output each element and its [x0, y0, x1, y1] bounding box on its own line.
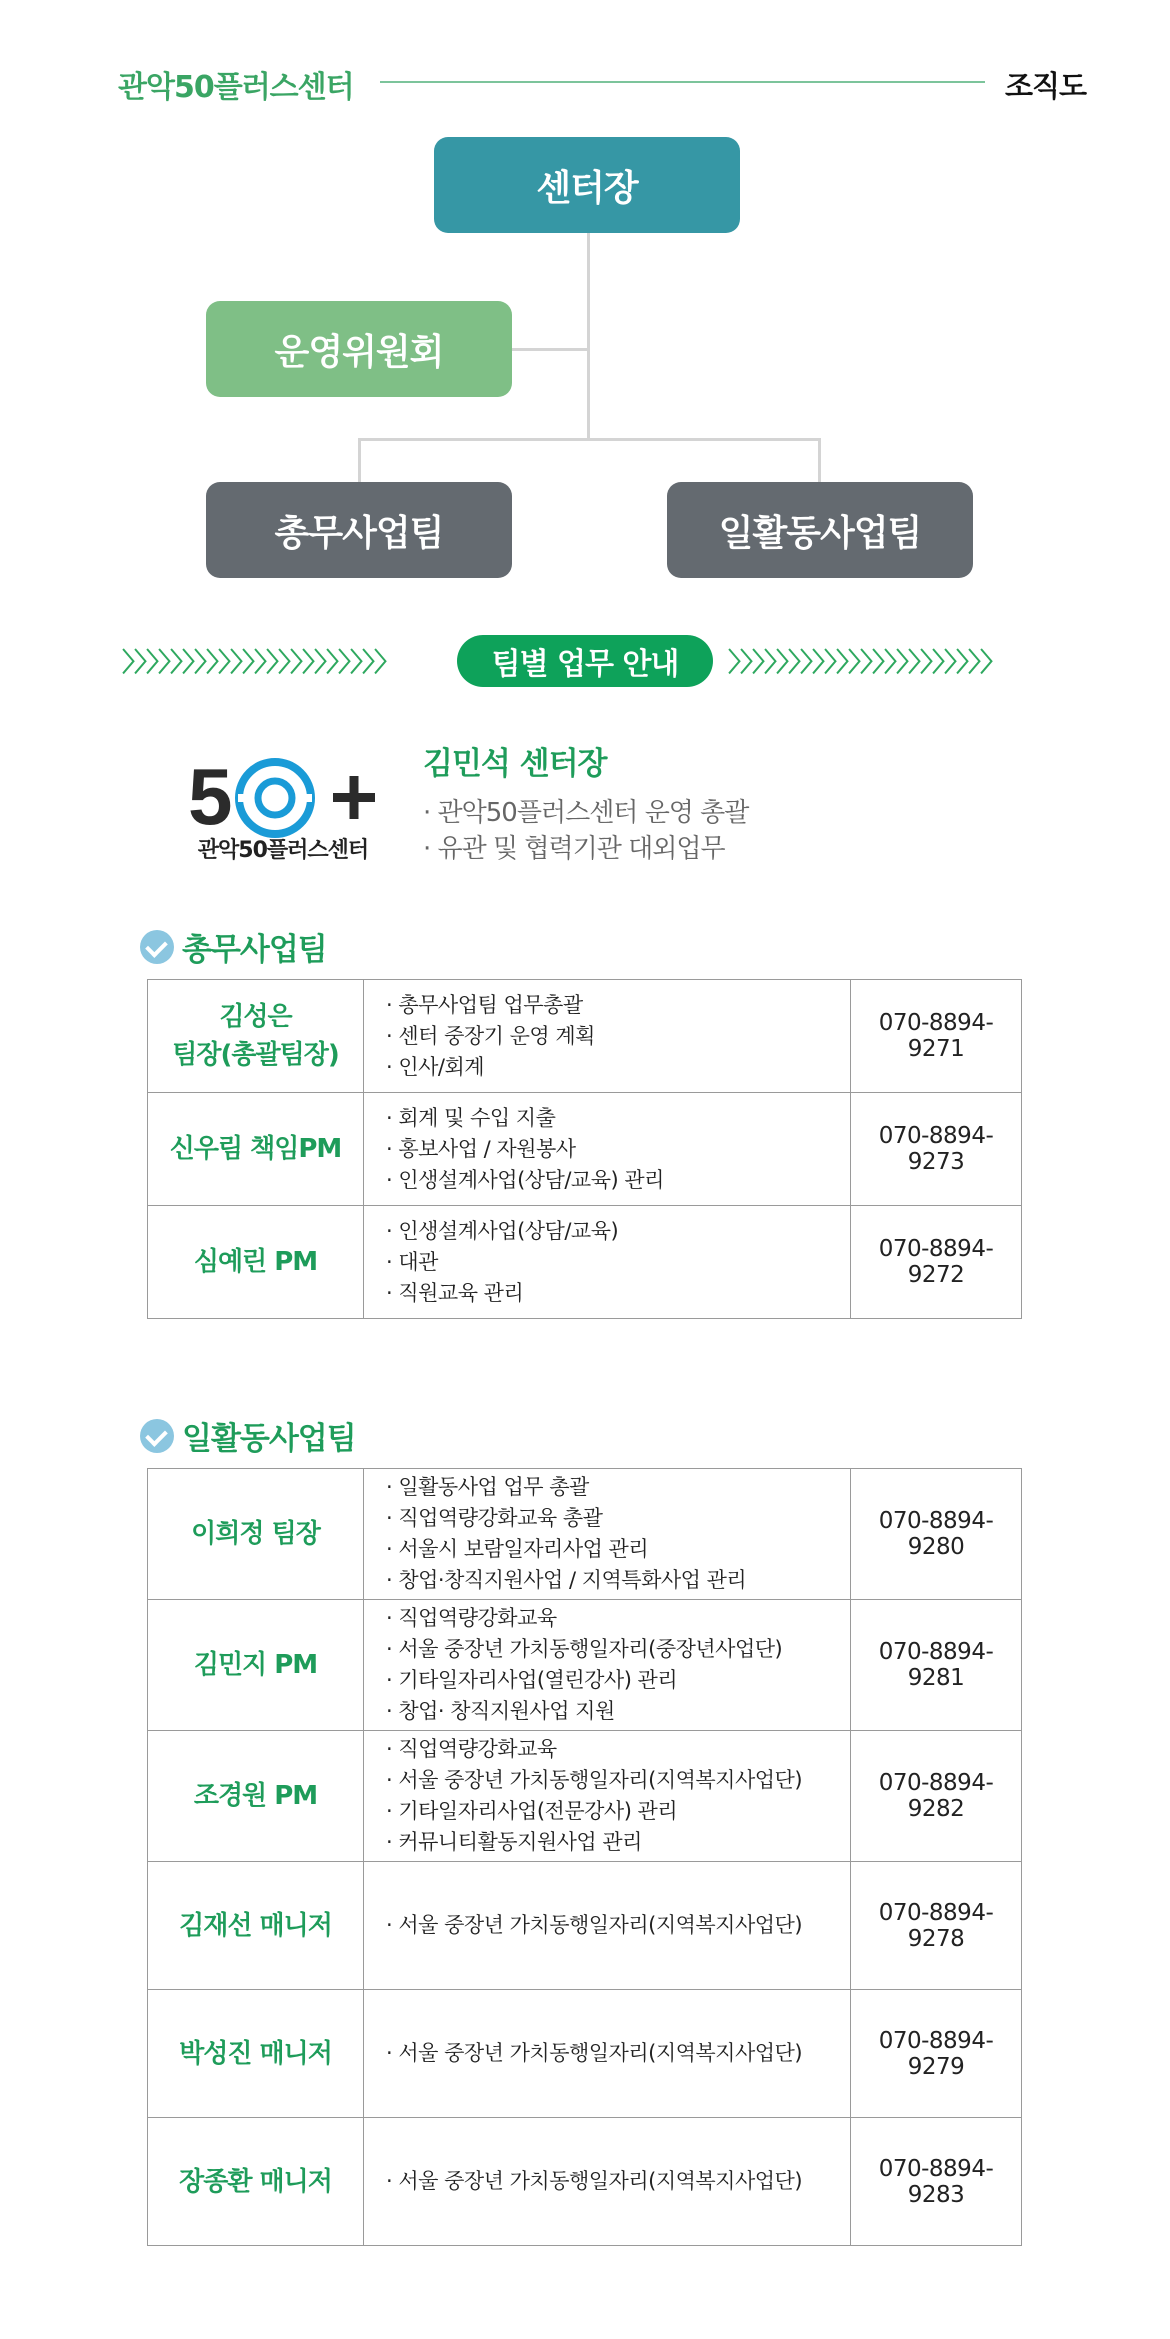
org-box-activity-team: 일활동사업팀: [667, 482, 973, 578]
table-row: [148, 980, 1022, 1093]
svg-text:5: 5: [188, 752, 233, 841]
director-duty: · 유관 및 협력기관 대외업무: [423, 834, 725, 864]
member-duties: [364, 1600, 851, 1731]
table-row: [148, 1990, 1022, 2118]
member-phone: 070-8894-9271: [851, 980, 1022, 1093]
connector-committee: [512, 348, 589, 351]
duty-item: · 센터 중장기 운영 계획: [386, 1023, 595, 1048]
connector-director-down: [587, 233, 590, 440]
team-guide-badge: 팀별 업무 안내: [457, 635, 713, 687]
member-name-line: 김성은: [219, 1002, 292, 1032]
chevron-decoration-left: 〉〉〉〉〉〉〉〉〉〉〉〉〉〉〉〉〉〉〉〉〉〉: [122, 648, 400, 678]
member-duties: [364, 1093, 851, 1206]
header-divider: [380, 81, 985, 83]
duty-item: · 직원교육 관리: [386, 1280, 524, 1305]
member-duties: [364, 1862, 851, 1990]
member-name-line: 박성진 매니저: [179, 2038, 332, 2069]
table-row: [148, 1862, 1022, 1990]
member-duties: [364, 1206, 851, 1319]
activity-team-table: [147, 1468, 1022, 2246]
member-name: [148, 1731, 364, 1862]
duty-item: · 직업역량강화교육: [386, 1606, 557, 1630]
director-name: 김민석 센터장: [423, 746, 607, 782]
member-phone: 070-8894-9283: [851, 2118, 1022, 2246]
member-duties: [364, 980, 851, 1093]
brand-title: 관악50플러스센터: [118, 70, 354, 105]
check-circle-icon: [140, 1419, 174, 1453]
duty-item: · 홍보사업 / 자원봉사: [386, 1136, 576, 1161]
member-name: [148, 1093, 364, 1206]
table-row: [148, 1093, 1022, 1206]
member-phone: 070-8894-9278: [851, 1862, 1022, 1990]
member-name: [148, 980, 364, 1093]
duty-item: · 인생설계사업(상담/교육) 관리: [386, 1167, 664, 1192]
member-phone: 070-8894-9281: [851, 1600, 1022, 1731]
member-phone: 070-8894-9280: [851, 1469, 1022, 1600]
duty-item: · 서울 중장년 가치동행일자리(중장년사업단): [386, 1637, 783, 1661]
member-duties: [364, 1469, 851, 1600]
member-name-line: 장종환 매니저: [179, 2166, 332, 2197]
duty-item: · 일활동사업 업무 총괄: [386, 1475, 589, 1499]
connector-activity-down: [818, 438, 821, 482]
member-name: [148, 1862, 364, 1990]
org-box-admin-team: 총무사업팀: [206, 482, 512, 578]
section-title: 총무사업팀: [182, 932, 327, 968]
duty-item: · 직업역량강화교육: [386, 1737, 557, 1761]
member-name-line: 심예린 PM: [193, 1247, 318, 1277]
logo-caption: 관악50플러스센터: [197, 838, 369, 863]
section-admin-team: [140, 924, 327, 969]
duty-item: · 대관: [386, 1249, 438, 1274]
org-box-director: 센터장: [434, 137, 740, 233]
chevron-decoration-right: 〉〉〉〉〉〉〉〉〉〉〉〉〉〉〉〉〉〉〉〉〉〉: [728, 648, 1006, 678]
member-name-line: 신우림 책임PM: [169, 1134, 342, 1164]
connector-teams-horizontal: [358, 438, 821, 441]
member-phone: 070-8894-9279: [851, 1990, 1022, 2118]
duty-item: · 창업·창직지원사업 / 지역특화사업 관리: [386, 1568, 747, 1592]
director-duty: · 관악50플러스센터 운영 총괄: [423, 798, 749, 828]
member-name-line: 조경원 PM: [193, 1781, 318, 1811]
duty-item: · 창업· 창직지원사업 지원: [386, 1699, 615, 1723]
duty-item: · 기타일자리사업(열린강사) 관리: [386, 1668, 678, 1692]
table-row: [148, 1469, 1022, 1600]
section-activity-team: [140, 1413, 356, 1458]
duty-item: · 인생설계사업(상담/교육): [386, 1218, 619, 1243]
duty-item: · 서울 중장년 가치동행일자리(지역복지사업단): [386, 1768, 803, 1792]
member-duties: [364, 1990, 851, 2118]
member-name: [148, 1469, 364, 1600]
member-name: [148, 1600, 364, 1731]
member-duties: [364, 1731, 851, 1862]
section-title: 일활동사업팀: [182, 1421, 356, 1457]
duty-item: · 회계 및 수입 지출: [386, 1105, 556, 1130]
table-row: [148, 1600, 1022, 1731]
member-phone: 070-8894-9273: [851, 1093, 1022, 1206]
duty-item: · 서울 중장년 가치동행일자리(지역복지사업단): [386, 2169, 803, 2193]
admin-team-table: [147, 979, 1022, 1319]
duty-item: · 서울 중장년 가치동행일자리(지역복지사업단): [386, 2041, 803, 2065]
duty-item: · 서울시 보람일자리사업 관리: [386, 1537, 649, 1561]
member-duties: [364, 2118, 851, 2246]
member-name-line: 김민지 PM: [193, 1650, 318, 1680]
connector-admin-down: [358, 438, 361, 482]
table-row: [148, 2118, 1022, 2246]
page-title: 조직도: [1005, 69, 1087, 103]
duty-item: · 기타일자리사업(전문강사) 관리: [386, 1799, 678, 1823]
table-row: [148, 1731, 1022, 1862]
member-name: [148, 2118, 364, 2246]
member-name-line: 이희정 팀장: [191, 1519, 320, 1549]
member-name-line: 김재선 매니저: [179, 1910, 332, 1941]
member-name-line: 팀장(총괄팀장): [172, 1040, 339, 1070]
member-phone: 070-8894-9282: [851, 1731, 1022, 1862]
duty-item: · 총무사업팀 업무총괄: [386, 992, 583, 1017]
duty-item: · 서울 중장년 가치동행일자리(지역복지사업단): [386, 1913, 803, 1937]
duty-item: · 인사/회계: [386, 1054, 485, 1079]
member-name: [148, 1206, 364, 1319]
member-phone: 070-8894-9272: [851, 1206, 1022, 1319]
duty-item: · 커뮤니티활동지원사업 관리: [386, 1830, 642, 1854]
org-box-committee: 운영위원회: [206, 301, 512, 397]
duty-item: · 직업역량강화교육 총괄: [386, 1506, 603, 1530]
table-row: [148, 1206, 1022, 1319]
member-name: [148, 1990, 364, 2118]
check-circle-icon: [140, 930, 174, 964]
